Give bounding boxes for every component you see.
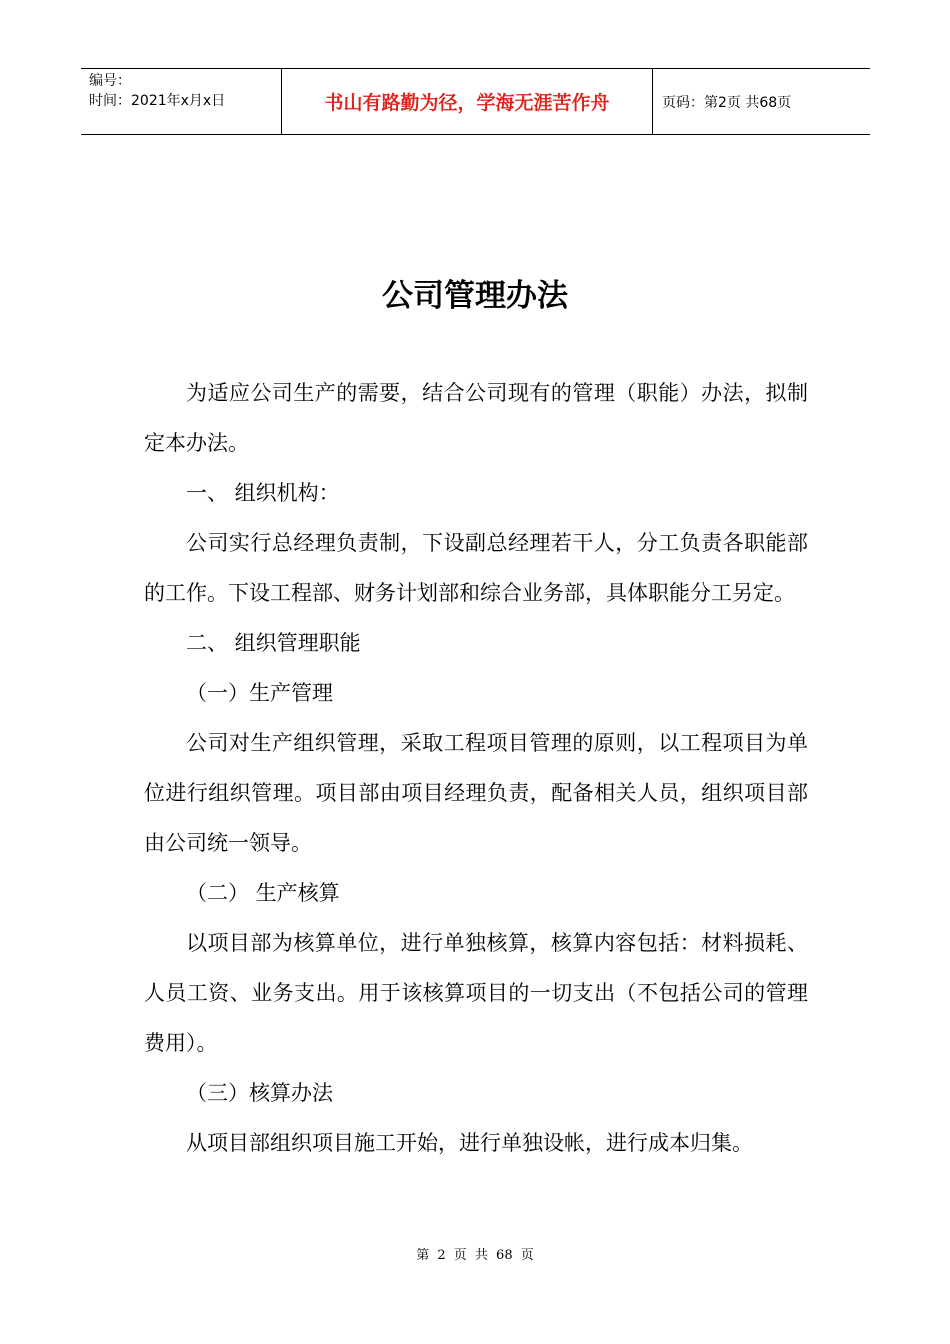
paragraph: 为适应公司生产的需要，结合公司现有的管理（职能）办法，拟制定本办法。 bbox=[144, 381, 808, 455]
page-footer: 第 2 页 共 68 页 bbox=[416, 1248, 534, 1263]
paragraph: 公司实行总经理负责制，下设副总经理若干人，分工负责各职能部的工作。下设工程部、财务计划部和综合业务部，具体职能分工另定。 bbox=[144, 531, 808, 605]
header-time-label: 时间：2021年x月x日 bbox=[89, 93, 226, 109]
section-heading: 二、 组织管理职能 bbox=[186, 631, 361, 655]
paragraph: 以项目部为核算单位，进行单独核算，核算内容包括：材料损耗、人员工资、业务支出。用于该核算项目的一切支出（不包括公司的管理费用）。 bbox=[144, 931, 808, 1055]
page-header bbox=[81, 68, 870, 135]
header-number-label: 编号： bbox=[89, 73, 131, 89]
paragraph: 从项目部组织项目施工开始，进行单独设帐，进行成本归集。 bbox=[186, 1131, 753, 1155]
header-motto: 书山有路勤为径，学海无涯苦作舟 bbox=[281, 69, 653, 134]
section-heading: 一、 组织机构： bbox=[186, 481, 340, 505]
header-meta bbox=[81, 69, 281, 134]
header-page-info: 页码：第2页 共68页 bbox=[662, 94, 792, 111]
paragraph: 公司对生产组织管理，采取工程项目管理的原则，以工程项目为单位进行组织管理。项目部由项目经理负责，配备相关人员，组织项目部由公司统一领导。 bbox=[144, 731, 808, 855]
subsection-heading: （一）生产管理 bbox=[186, 681, 333, 705]
subsection-heading: （三）核算办法 bbox=[186, 1081, 333, 1105]
document-body bbox=[144, 368, 808, 1168]
document-title: 公司管理办法 bbox=[382, 278, 568, 314]
subsection-heading: （二） 生产核算 bbox=[186, 881, 340, 905]
